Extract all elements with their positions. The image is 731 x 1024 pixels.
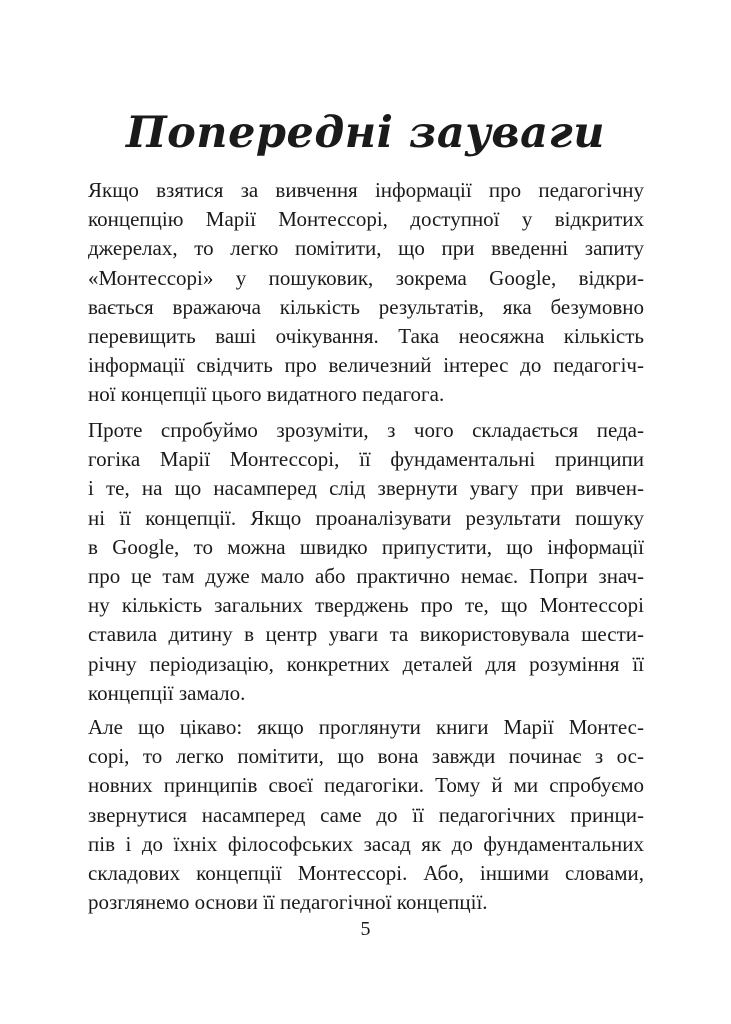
text-line: інформації свідчить про величезний інтерес до педагогіч-: [88, 353, 644, 378]
text-line: ної концепції цього видатного педагога.: [88, 382, 445, 407]
text-line: Але що цікаво: якщо проглянути книги Марії Монтес-: [88, 715, 644, 739]
text-line: новних принципів своєї педагогіки. Тому й ми спробуємо: [88, 773, 644, 798]
text-line: ні її концепції. Якщо проаналізувати результати пошуку: [88, 505, 644, 530]
text-line: складових концепції Монтессорі. Або, іншими словами,: [88, 860, 644, 885]
text-line: розглянемо основи її педагогічної концепції.: [88, 890, 488, 915]
text-line: річну періодизацію, конкретних деталей для розуміння її: [88, 651, 644, 676]
text-line: перевищить ваші очікування. Така неосяжна кількість: [88, 323, 644, 348]
text-line: Якщо взятися за вивчення інформації про педагогічну: [88, 178, 644, 202]
text-line: вається вражаюча кількість результатів, яка безумовно: [88, 294, 644, 319]
paragraph-3: [88, 713, 644, 917]
paragraph-1: [88, 176, 644, 410]
text-line: пів і до їхніх філософських засад як до фундаментальних: [88, 831, 644, 856]
text-line: концепції замало.: [88, 680, 246, 705]
chapter-title: Попередні зауваги: [126, 108, 605, 158]
text-line: ну кількість загальних тверджень про те, що Монтессорі: [88, 593, 644, 618]
text-line: Проте спробуймо зрозуміти, з чого складається педа-: [88, 418, 644, 442]
text-line: в Google, то можна швидко припустити, що інформації: [88, 534, 644, 559]
text-line: і те, на що насамперед слід звернути увагу при вивчен-: [88, 476, 644, 501]
text-line: сорі, то легко помітити, що вона завжди починає з ос-: [88, 744, 644, 769]
text-line: гогіка Марії Монтессорі, її фундаментальні принципи: [88, 447, 644, 472]
text-line: концепцію Марії Монтессорі, доступної у відкритих: [88, 207, 644, 232]
text-line: «Монтессорі» у пошуковик, зокрема Google, відкри-: [88, 265, 644, 290]
page-number: 5: [360, 918, 371, 940]
text-line: звернутися насамперед саме до її педагогічних принци-: [88, 802, 644, 827]
text-line: джерелах, то легко помітити, що при введенні запиту: [88, 236, 644, 261]
text-line: про це там дуже мало або практично немає. Попри знач-: [88, 563, 644, 588]
text-line: ставила дитину в центр уваги та використовувала шести-: [88, 622, 644, 647]
paragraph-2: [88, 416, 644, 708]
